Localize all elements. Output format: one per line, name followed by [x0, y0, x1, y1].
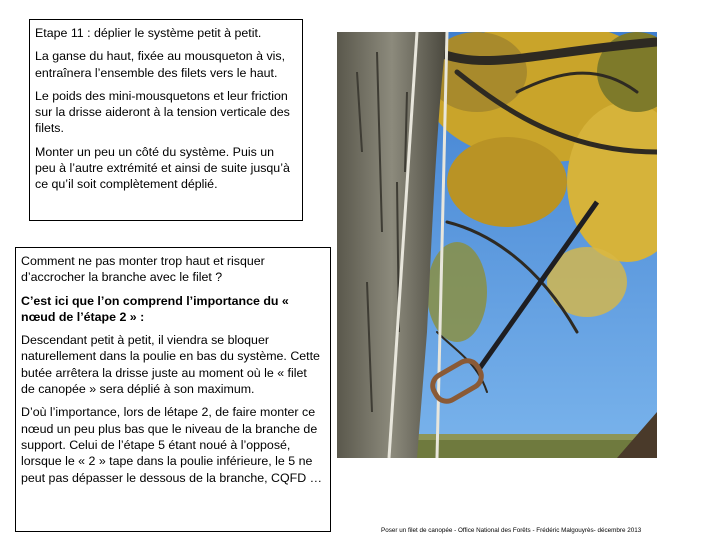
explanation-textbox — [15, 247, 331, 532]
paragraph: Le poids des mini-mousquetons et leur friction sur la drisse aideront à la tension verticale des filets. — [35, 88, 290, 136]
instructions-textbox — [29, 19, 303, 221]
tree-rope-photo — [337, 32, 657, 458]
paragraph: Comment ne pas monter trop haut et risquer d’accrocher la branche avec le filet ? — [21, 254, 265, 285]
step-title: Etape 11 : déplier le système petit à petit. — [35, 26, 262, 40]
footer-credit: Poser un filet de canopée - Office National des Forêts - Frédéric Malgouyrès- décembre 2013 — [381, 527, 642, 534]
paragraph: La ganse du haut, fixée au mousqueton à vis, entraînera l’ensemble des filets vers le haut. — [35, 49, 286, 80]
bold-paragraph: C’est ici que l’on comprend l’importance du « nœud de l’étape 2 » : — [21, 293, 289, 324]
paragraph: D’où l’importance, lors de létape 2, de faire monter ce nœud un peu plus bas que le niveau de la branche de support. Celui de l’étape 5 étant noué à l’opposé, lorsque le « 2 » tape dans la poulie inférieure, le 5 ne peut pas dépasser le dessous de la branche, CQFD … — [21, 405, 322, 485]
horizon — [377, 437, 657, 458]
paragraph: Descendant petit à petit, il viendra se bloquer naturellement dans la poulie en bas du système. Cette butée arrêtera la drisse juste au moment où le « filet de canopée » sera déplié à son maximum. — [21, 333, 320, 397]
paragraph: Monter un peu un côté du système. Puis un peu à l’autre extrémité et ainsi de suite jusqu’à ce qu’il soit complètement déplié. — [35, 144, 290, 192]
